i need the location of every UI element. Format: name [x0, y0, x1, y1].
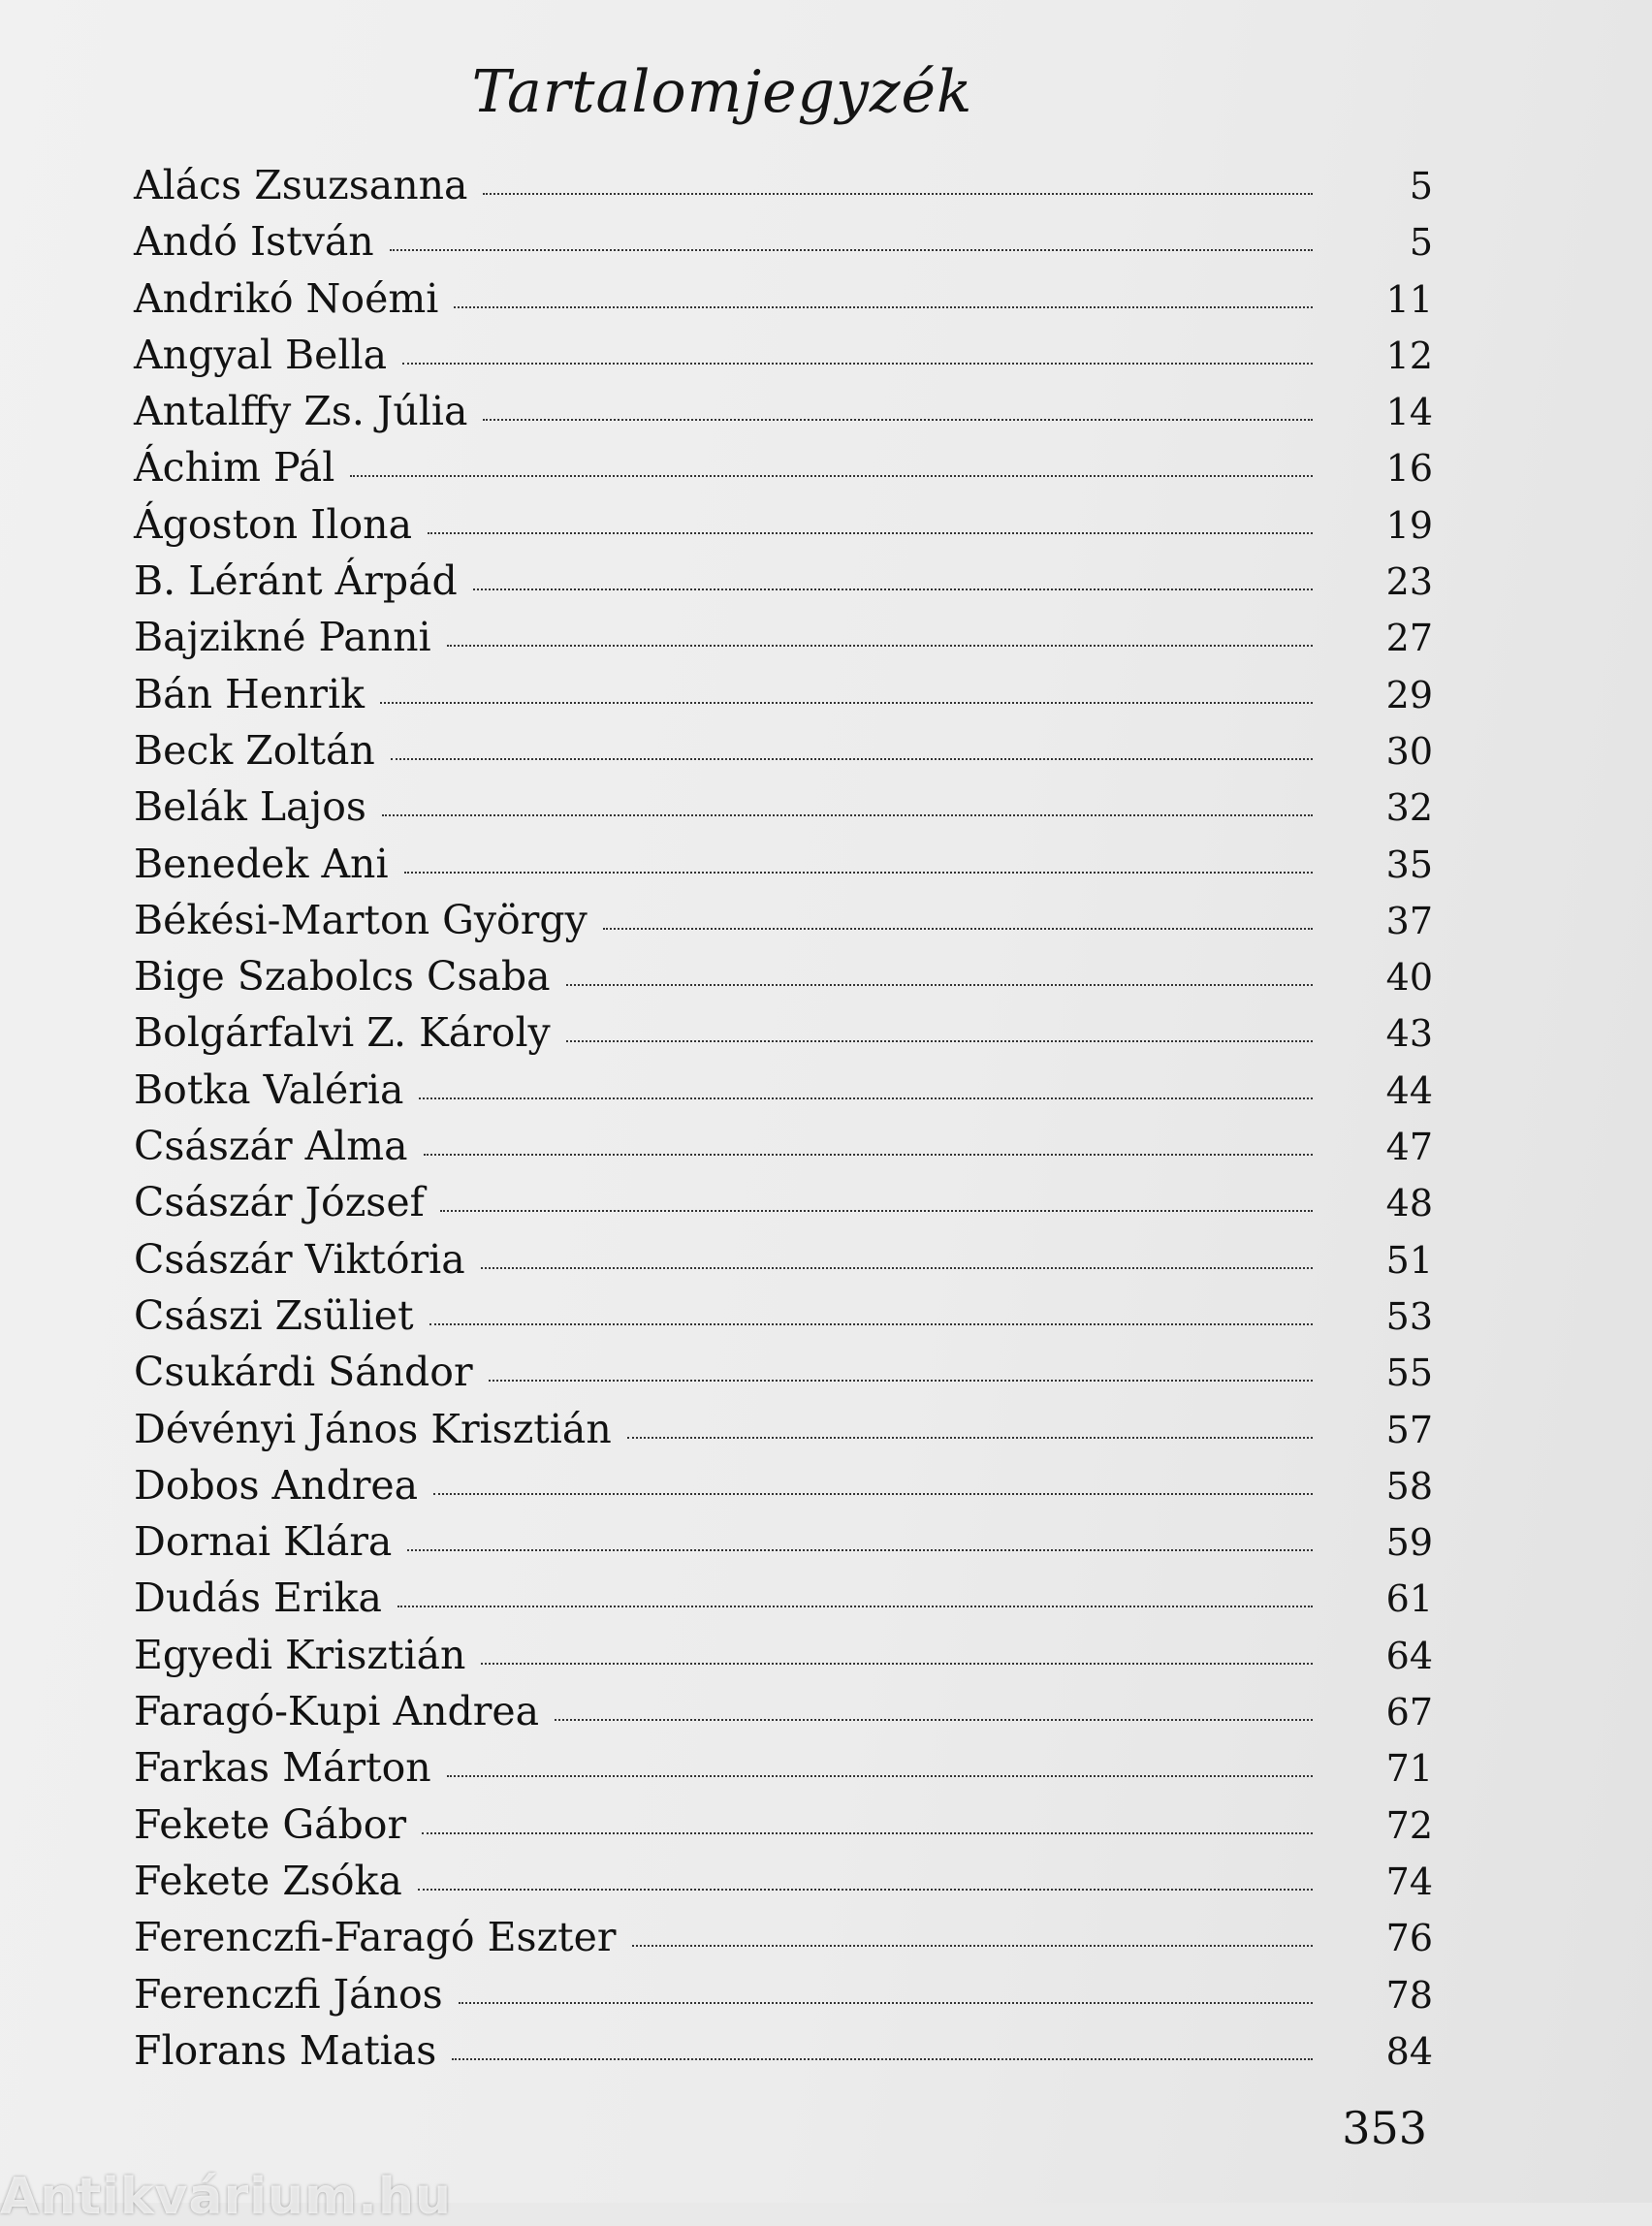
dot-leader [452, 2058, 1313, 2060]
dot-leader [447, 1775, 1313, 1777]
toc-entry-name: Csukárdi Sándor [134, 1349, 473, 1396]
toc-entry [134, 383, 1433, 439]
toc-entry-page: 74 [1385, 1860, 1433, 1903]
toc-entry-page: 72 [1385, 1803, 1433, 1847]
toc-entry [134, 1344, 1433, 1400]
toc-entry-name: Benedek Ani [134, 840, 389, 887]
toc-entry-name: Dornai Klára [134, 1518, 393, 1566]
toc-entry [134, 157, 1433, 213]
toc-entry [134, 2022, 1433, 2079]
toc-entry-page: 57 [1385, 1408, 1433, 1451]
dot-leader [422, 1832, 1313, 1834]
toc-entry-page: 27 [1385, 617, 1433, 660]
dot-leader [632, 1945, 1313, 1947]
toc-entry [134, 1062, 1433, 1118]
toc-entry-name: Császi Zsüliet [134, 1291, 414, 1339]
toc-entry-name: Dévényi János Krisztián [134, 1405, 612, 1452]
toc-entry-page: 47 [1385, 1126, 1433, 1169]
dot-leader [407, 1549, 1313, 1551]
toc-entry [134, 1288, 1433, 1344]
toc-entry-name: Florans Matias [134, 2026, 437, 2074]
toc-entry [134, 948, 1433, 1004]
toc-entry-name: Bajzikné Panni [134, 614, 431, 661]
toc-entry-page: 12 [1385, 334, 1433, 377]
page-title: Tartalomjegyzék [471, 58, 973, 126]
toc-entry [134, 779, 1433, 835]
toc-entry-name: Botka Valéria [134, 1065, 404, 1113]
toc-entry [134, 327, 1433, 383]
toc-entry-page: 71 [1385, 1747, 1433, 1791]
dot-leader [397, 1606, 1313, 1607]
table-of-contents [134, 157, 1433, 2079]
toc-entry [134, 836, 1433, 892]
toc-entry-page: 64 [1385, 1634, 1433, 1677]
dot-leader [440, 1210, 1313, 1212]
dot-leader [489, 1380, 1313, 1382]
toc-entry [134, 1627, 1433, 1683]
toc-entry [134, 1401, 1433, 1457]
toc-entry-name: Belák Lajos [134, 783, 366, 831]
toc-entry-page: 5 [1409, 165, 1433, 207]
dot-leader [483, 193, 1313, 195]
toc-entry [134, 1457, 1433, 1513]
toc-entry-page: 40 [1385, 956, 1433, 1000]
toc-entry-name: Beck Zoltán [134, 726, 375, 774]
toc-entry-name: Császár Alma [134, 1123, 408, 1170]
watermark: Antikvárium.hu [0, 2168, 452, 2226]
toc-entry [134, 1797, 1433, 1853]
dot-leader [404, 872, 1313, 874]
dot-leader [483, 419, 1313, 421]
dot-leader [424, 1154, 1313, 1156]
toc-entry [134, 666, 1433, 722]
toc-entry-name: Angyal Bella [134, 331, 388, 378]
toc-entry-page: 29 [1385, 673, 1433, 716]
toc-entry-name: Egyedi Krisztián [134, 1631, 466, 1678]
dot-leader [382, 814, 1313, 816]
toc-entry [134, 1966, 1433, 2022]
toc-entry-page: 58 [1385, 1464, 1433, 1508]
toc-entry-page: 48 [1385, 1182, 1433, 1225]
toc-entry-page: 55 [1385, 1352, 1433, 1395]
toc-entry [134, 1513, 1433, 1570]
toc-entry-page: 84 [1385, 2029, 1433, 2073]
dot-leader [350, 475, 1313, 477]
toc-entry-name: Ferenczfi-Faragó Eszter [134, 1914, 617, 1961]
toc-entry-page: 61 [1385, 1577, 1433, 1621]
toc-entry [134, 1739, 1433, 1796]
dot-leader [555, 1719, 1313, 1721]
dot-leader [402, 363, 1313, 365]
toc-entry-name: Fekete Zsóka [134, 1857, 402, 1904]
dot-leader [433, 1493, 1313, 1495]
toc-entry-page: 59 [1385, 1521, 1433, 1565]
toc-entry-name: Dudás Erika [134, 1574, 382, 1622]
toc-entry-page: 78 [1385, 1973, 1433, 2017]
dot-leader [429, 1323, 1313, 1325]
toc-entry-page: 16 [1385, 447, 1433, 491]
dot-leader [627, 1437, 1313, 1439]
toc-entry [134, 1909, 1433, 1965]
toc-entry-name: Andó István [134, 218, 374, 266]
toc-entry-page: 19 [1385, 503, 1433, 547]
toc-entry-name: Békési-Marton György [134, 896, 588, 943]
toc-entry [134, 722, 1433, 779]
toc-entry-name: Faragó-Kupi Andrea [134, 1688, 540, 1735]
toc-entry-name: Ferenczfi János [134, 1970, 443, 2018]
toc-entry [134, 439, 1433, 495]
toc-entry-name: Bán Henrik [134, 670, 365, 717]
toc-entry-page: 76 [1385, 1917, 1433, 1960]
dot-leader [419, 1097, 1313, 1099]
page-number: 353 [1342, 2102, 1427, 2154]
dot-leader [481, 1663, 1313, 1665]
toc-entry [134, 553, 1433, 609]
toc-entry [134, 892, 1433, 948]
toc-entry-name: Bige Szabolcs Csaba [134, 953, 551, 1001]
toc-entry-page: 11 [1385, 277, 1433, 321]
toc-entry-page: 37 [1385, 899, 1433, 942]
toc-entry [134, 1118, 1433, 1174]
toc-entry-name: Áchim Pál [134, 444, 335, 492]
toc-entry-name: B. Léránt Árpád [134, 557, 458, 605]
toc-entry-name: Fekete Gábor [134, 1800, 407, 1848]
toc-entry [134, 1231, 1433, 1288]
toc-entry-name: Ágoston Ilona [134, 500, 413, 548]
toc-entry-page: 5 [1409, 221, 1433, 265]
toc-entry-page: 43 [1385, 1012, 1433, 1056]
toc-entry-page: 23 [1385, 560, 1433, 604]
toc-entry-page: 51 [1385, 1238, 1433, 1282]
dot-leader [566, 1040, 1313, 1042]
toc-entry [134, 1853, 1433, 1909]
dot-leader [390, 249, 1313, 251]
dot-leader [459, 2002, 1313, 2004]
toc-entry-page: 67 [1385, 1691, 1433, 1734]
toc-entry [134, 270, 1433, 327]
toc-entry-page: 44 [1385, 1068, 1433, 1112]
dot-leader [418, 1889, 1313, 1891]
dot-leader [391, 758, 1313, 760]
toc-entry-page: 32 [1385, 786, 1433, 830]
dot-leader [481, 1267, 1313, 1269]
toc-entry-page: 53 [1385, 1294, 1433, 1338]
toc-entry-name: Alács Zsuzsanna [134, 162, 468, 208]
toc-entry [134, 213, 1433, 270]
toc-entry [134, 1004, 1433, 1061]
toc-entry [134, 1174, 1433, 1230]
toc-entry-name: Antalffy Zs. Júlia [134, 388, 468, 435]
dot-leader [603, 928, 1313, 930]
toc-entry [134, 609, 1433, 665]
toc-entry [134, 1683, 1433, 1739]
toc-entry-name: Császár Viktória [134, 1235, 465, 1283]
dot-leader [473, 588, 1313, 590]
dot-leader [380, 702, 1313, 704]
toc-entry-page: 14 [1385, 391, 1433, 434]
toc-entry-page: 35 [1385, 843, 1433, 886]
toc-entry-name: Andrikó Noémi [134, 274, 439, 322]
toc-entry-name: Dobos Andrea [134, 1461, 419, 1509]
dot-leader [566, 984, 1313, 986]
toc-entry [134, 496, 1433, 553]
toc-entry [134, 1570, 1433, 1626]
dot-leader [428, 532, 1313, 534]
dot-leader [447, 645, 1313, 647]
toc-entry-name: Farkas Márton [134, 1744, 431, 1792]
toc-entry-name: Császár József [134, 1179, 425, 1226]
toc-entry-name: Bolgárfalvi Z. Károly [134, 1009, 551, 1057]
toc-entry-page: 30 [1385, 729, 1433, 773]
dot-leader [454, 306, 1313, 308]
